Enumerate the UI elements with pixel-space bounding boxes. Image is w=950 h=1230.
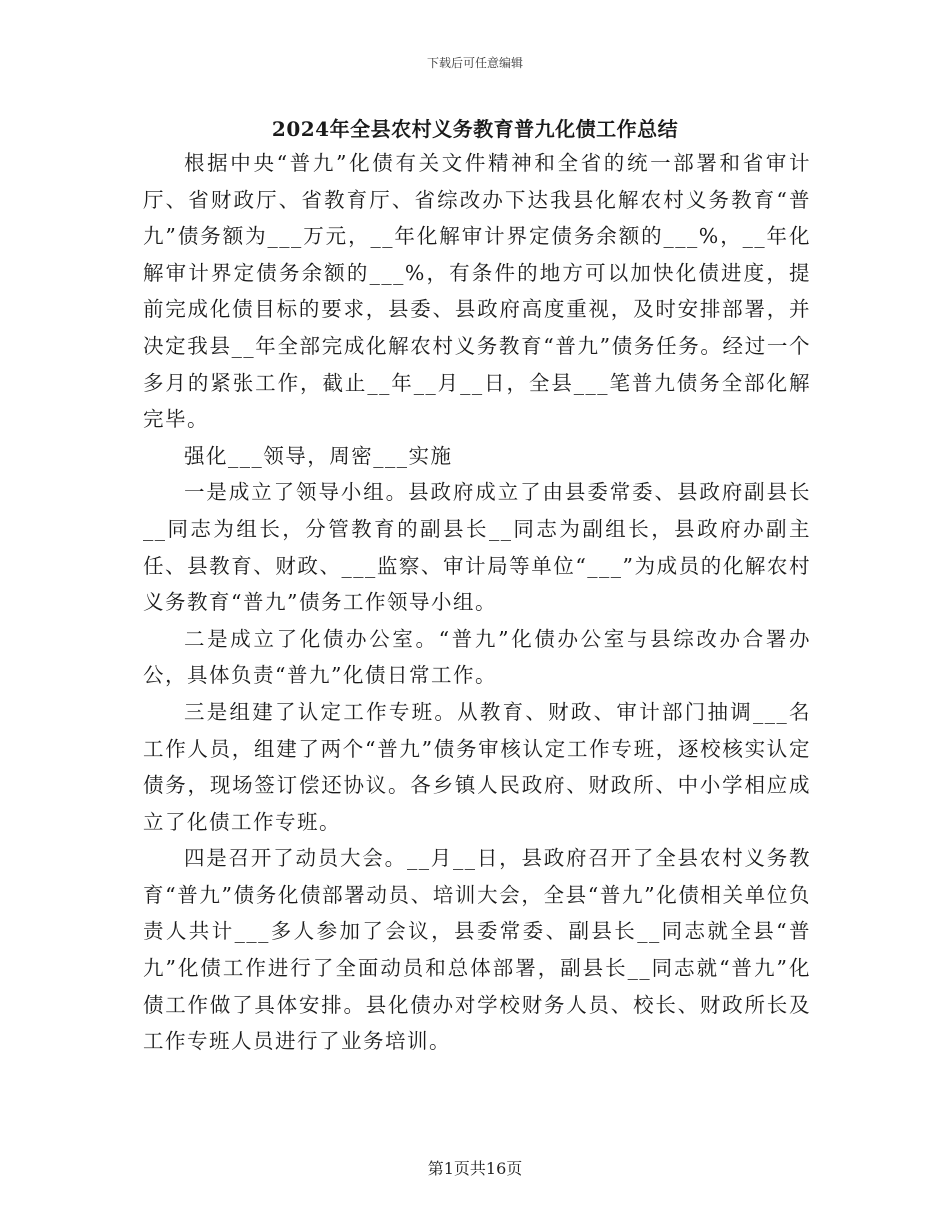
header-note: 下载后可任意编辑: [426, 56, 523, 70]
paragraph-debt-office: 二是成立了化债办公室。“普九”化债办公室与县综改办合署办公，具体负责“普九”化债日常工作。: [143, 626, 811, 688]
paragraph-mobilization-meeting: 四是召开了动员大会。__月__日，县政府召开了全县农村义务教育“普九”债务化债部署动员、培训大会，全县“普九”化债相关单位负责人共计___多人参加了会议，县委常委、副县长__同志就全县“普九”化债工作进行了全面动员和总体部署，副县长__同志就“普九”化债工作做了具体安排。县化债办对学校财务人员、校长、财政所长及工作专班人员进行了业务培训。: [143, 846, 811, 1054]
page-footer: 第1页共16页: [427, 1159, 523, 1178]
document-body: [143, 145, 811, 1060]
paragraph-section-heading: 强化___领导，周密___实施: [184, 443, 453, 468]
paragraph-work-team: 三是组建了认定工作专班。从教育、财政、审计部门抽调___名工作人员，组建了两个“普九”债务审核认定工作专班，逐校核实认定债务，现场签订偿还协议。各乡镇人民政府、财政所、中小学相应成立了化债工作专班。: [143, 699, 811, 834]
paragraph-leadership-group: 一是成立了领导小组。县政府成立了由县委常委、县政府副县长__同志为组长，分管教育的副县长__同志为副组长，县政府办副主任、县教育、财政、___监察、审计局等单位“___”为成员的化解农村义务教育“普九”债务工作领导小组。: [143, 480, 811, 615]
paragraph-intro: 根据中央“普九”化债有关文件精神和全省的统一部署和省审计厅、省财政厅、省教育厅、省综改办下达我县化解农村义务教育“普九”债务额为___万元，__年化解审计界定债务余额的___%，__年化解审计界定债务余额的___%，有条件的地方可以加快化债进度，提前完成化债目标的要求，县委、县政府高度重视，及时安排部署，并决定我县__年全部完成化解农村义务教育“普九”债务任务。经过一个多月的紧张工作，截止__年__月__日，全县___笔普九债务全部化解完毕。: [143, 151, 811, 432]
document-title: 2024年全县农村义务教育普九化债工作总结: [271, 117, 679, 141]
